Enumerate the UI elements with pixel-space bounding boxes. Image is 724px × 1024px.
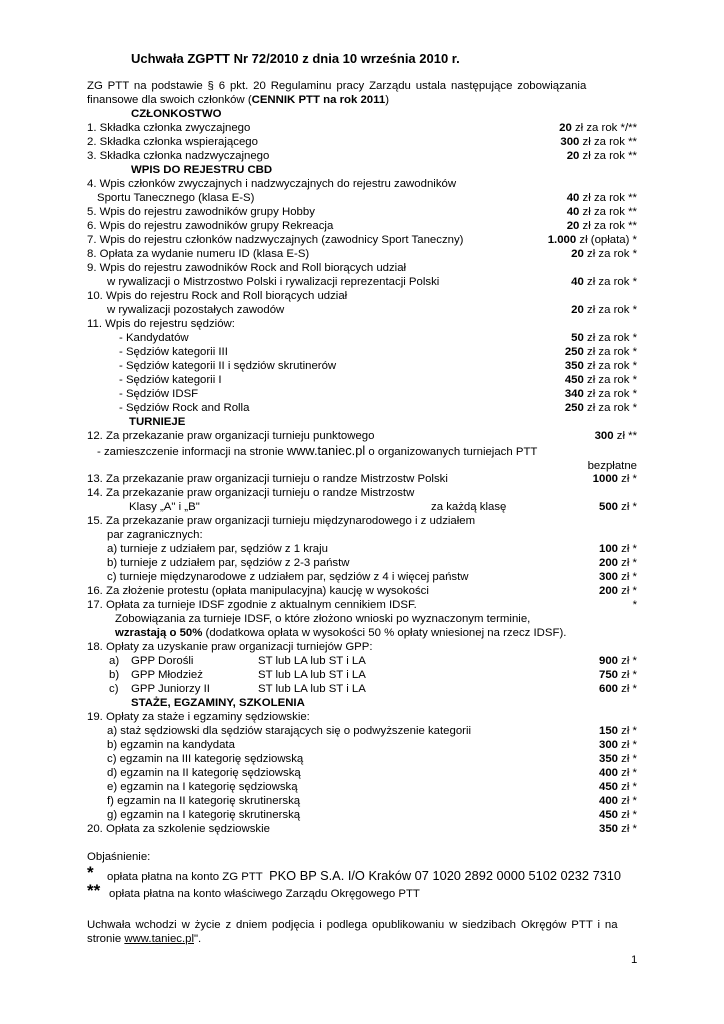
gpp-name: GPP Młodzież [131,669,203,681]
exam-row-price [599,753,637,767]
price-amount: 450 [564,374,584,386]
judge-row-price [565,346,637,360]
price-unit: zł * [618,683,637,695]
exam-row-label: e) egzamin na I kategorię sędziowską [107,781,298,793]
notes-heading: Objaśnienie: [87,851,151,863]
price-unit: zł za rok * [583,402,637,414]
item-15-label-cont: par zagranicznych: [107,529,203,541]
price-unit: zł za rok * [583,248,637,260]
price-unit: zł za rok ** [579,136,637,148]
price-unit: zł * [618,571,637,583]
item-17-label: 17. Opłata za turnieje IDSF zgodnie z aktualnym cennikiem IDSF. [87,599,417,611]
item-18-label: 18. Opłaty za uzyskanie praw organizacji turniejów GPP: [87,641,373,653]
intro-cennik: CENNIK PTT na rok 2011 [251,94,386,106]
website-text: www.taniec.pl [286,443,366,458]
item-6-label: 6. Wpis do rejestru zawodników grupy Rekreacja [87,220,334,232]
price-unit: zł * [618,795,637,807]
price-amount: 600 [598,683,618,695]
item-2-price [560,136,637,150]
intro-line-1: ZG PTT na podstawie § 6 pkt. 20 Regulaminu pracy Zarządu ustala następujące zobowiązania [87,80,587,92]
footer-end: ". [194,933,202,945]
item-8-price [571,248,637,262]
price-amount: 250 [564,402,584,414]
exam-row-price [599,809,637,823]
info-text: - zamieszczenie informacji na stronie [97,446,287,458]
price-amount: 340 [564,388,584,400]
item-1-label: 1. Składka członka zwyczajnego [87,122,251,134]
note-1-text [107,869,621,885]
increase-detail: (dodatkowa opłata w wysokości 50 % opłaty wniesionej na rzecz IDSF). [202,627,567,639]
increase-text: wzrastają o 50% [115,627,203,639]
item-20-label: 20. Opłata za szkolenie sędziowskie [87,823,270,835]
price-amount: 20 [566,220,580,232]
item-14-per-class: za każdą klasę [431,501,507,513]
judge-row-price [571,332,637,346]
price-unit: zł * [618,823,637,835]
intl-row-label: a) turnieje z udziałem par, sędziów z 1 kraju [107,543,328,555]
intl-row-price [599,557,637,571]
price-unit: zł za rok ** [579,220,637,232]
item-16-price [599,585,637,599]
price-unit: zł za rok * [583,374,637,386]
exam-row-label: c) egzamin na III kategorię sędziowską [107,753,304,765]
judge-row-price [565,374,637,388]
price-unit: zł * [618,767,637,779]
item-2-label: 2. Składka członka wspierającego [87,136,258,148]
bank-account: PKO BP S.A. I/O Kraków 07 1020 2892 0000 5102 0232 7310 [269,868,622,883]
item-3-label: 3. Składka członka nadzwyczajnego [87,150,270,162]
info-text-cont: o organizowanych turniejach PTT [365,446,538,458]
footer-text: stronie [87,933,125,945]
item-1-price [559,122,637,136]
item-6-price [567,220,637,234]
price-unit: zł * [618,557,637,569]
judge-row-label: - Sędziów kategorii III [119,346,228,358]
price-amount: 750 [598,669,618,681]
price-amount: 300 [594,430,614,442]
item-9-label-cont: w rywalizacji o Mistrzostwo Polski i rywalizacji reprezentacji Polski [107,276,440,288]
gpp-price [599,683,637,697]
section-heading-tournaments: TURNIEJE [129,416,186,428]
intl-row-label: c) turnieje międzynarodowe z udziałem par, sędziów z 4 i więcej państw [107,571,469,583]
note-1-text-a: opłata płatna na konto ZG PTT [107,871,263,883]
price-unit: zł (opłata) * [576,234,637,246]
price-unit: zł za rok */** [571,122,637,134]
price-unit: zł * [618,543,637,555]
judge-row-price [565,360,637,374]
note-star-single: * [87,863,94,882]
exam-row-label: f) egzamin na II kategorię skrutinerską [107,795,301,807]
section-heading-exams: STAŻE, EGZAMINY, SZKOLENIA [131,697,305,709]
item-5-label: 5. Wpis do rejestru zawodników grupy Hobby [87,206,315,218]
price-unit: zł za rok * [583,388,637,400]
exam-row-price [599,781,637,795]
intro-text: finansowe dla swoich członków ( [87,94,252,106]
exam-row-price [599,795,637,809]
judge-row-label: - Sędziów kategorii II i sędziów skrutinerów [119,360,337,372]
gpp-styles: ST lub LA lub ST i LA [258,669,366,681]
price-amount: 500 [598,501,618,513]
intro-paren: ) [385,94,389,106]
intl-row-price [599,543,637,557]
item-10-label: 10. Wpis do rejestru Rock and Roll biorących udział [87,290,348,302]
price-amount: 20 [566,150,580,162]
item-13-label: 13. Za przekazanie praw organizacji turnieju o randze Mistrzostw Polski [87,473,448,485]
price-unit: zł * [618,725,637,737]
price-amount: 40 [566,192,580,204]
item-16-label: 16. Za złożenie protestu (opłata manipulacyjna) kaucję w wysokości [87,585,429,597]
price-amount: 300 [560,136,580,148]
section-heading-membership: CZŁONKOSTWO [131,108,222,120]
item-17-note: Zobowiązania za turnieje IDSF, o które złożono wnioski po wyznaczonym terminie, [115,613,531,625]
item-4-label-cont: Sportu Tanecznego (klasa E-S) [97,192,255,204]
item-12-price [595,430,637,444]
price-unit: zł * [618,809,637,821]
price-amount: 900 [598,655,618,667]
section-heading-registry: WPIS DO REJESTRU CBD [131,164,273,176]
intro-line-2 [87,94,389,108]
price-unit: zł za rok * [583,276,637,288]
price-amount: 200 [598,585,618,597]
exam-row-price [599,725,637,739]
price-amount: 150 [598,725,618,737]
intl-row-price [599,571,637,585]
item-14-label: 14. Za przekazanie praw organizacji turnieju o randze Mistrzostw [87,487,415,499]
gpp-letter: c) [109,683,119,695]
price-unit: zł za rok ** [579,150,637,162]
price-unit: zł * [618,739,637,751]
price-amount: 450 [598,781,618,793]
item-4-label: 4. Wpis członków zwyczajnych i nadzwyczajnych do rejestru zawodników [87,178,457,190]
price-amount: 350 [598,823,618,835]
item-13-price [593,473,637,487]
price-unit: zł za rok ** [579,192,637,204]
item-20-price [599,823,637,837]
price-amount: 40 [571,276,584,288]
price-unit: zł * [618,753,637,765]
item-9-label: 9. Wpis do rejestru zawodników Rock and Roll biorących udział [87,262,407,274]
item-9-price [571,276,637,290]
price-amount: 400 [598,795,618,807]
price-unit: zł za rok * [583,346,637,358]
price-amount: 350 [564,360,584,372]
price-amount: 50 [571,332,584,344]
price-amount: 200 [598,557,618,569]
price-amount: 20 [559,122,572,134]
note-star-double: ** [87,881,101,900]
price-unit: zł ** [613,430,637,442]
item-3-price [567,150,637,164]
judge-row-label: - Sędziów Rock and Rolla [119,402,250,414]
price-amount: 1.000 [547,234,577,246]
gpp-styles: ST lub LA lub ST i LA [258,683,366,695]
price-unit: zł za rok * [583,360,637,372]
exam-row-label: d) egzamin na II kategorię sędziowską [107,767,301,779]
gpp-letter: b) [109,669,120,681]
item-19-label: 19. Opłaty za staże i egzaminy sędziowskie: [87,711,310,723]
item-5-price [567,206,637,220]
item-8-label: 8. Opłata za wydanie numeru ID (klasa E-S) [87,248,310,260]
item-12-label: 12. Za przekazanie praw organizacji turnieju punktowego [87,430,375,442]
price-amount: 1000 [592,473,618,485]
item-14-classes: Klasy „A" i „B" [129,501,200,513]
gpp-styles: ST lub LA lub ST i LA [258,655,366,667]
price-unit: zł za rok * [583,332,637,344]
price-amount: 450 [598,809,618,821]
page-number: 1 [631,954,638,966]
exam-row-label: g) egzamin na I kategorię skrutinerską [107,809,301,821]
price-amount: 100 [598,543,618,555]
footer-line-2 [87,933,201,947]
website-link[interactable]: www.taniec.pl [124,933,194,945]
item-11-label: 11. Wpis do rejestru sędziów: [87,318,235,330]
item-10-price [571,304,637,318]
judge-row-price [565,388,637,402]
gpp-letter: a) [109,655,120,667]
exam-row-price [599,767,637,781]
item-10-label-cont: w rywalizacji pozostałych zawodów [107,304,285,316]
price-amount: 300 [598,739,618,751]
price-amount: 40 [566,206,580,218]
price-unit: zł za rok ** [579,206,637,218]
item-12-info [97,444,537,460]
page-title: Uchwała ZGPTT Nr 72/2010 z dnia 10 września 2010 r. [131,51,460,66]
judge-row-price [565,402,637,416]
item-17-note-cont [115,627,566,641]
price-amount: 300 [598,571,618,583]
item-4-price [567,192,637,206]
price-unit: zł za rok * [583,304,637,316]
price-amount: 400 [598,767,618,779]
item-14-price [599,501,637,515]
item-17-mark: * [632,599,637,611]
item-7-label: 7. Wpis do rejestru członków nadzwyczajnych (zawodnicy Sport Taneczny) [87,234,464,246]
gpp-name: GPP Dorośli [131,655,194,667]
price-unit: zł * [618,669,637,681]
judge-row-label: - Kandydatów [119,332,189,344]
exam-row-label: b) egzamin na kandydata [107,739,235,751]
note-2-text: opłata płatna na konto właściwego Zarządu Okręgowego PTT [109,888,420,900]
footer-line-1: Uchwała wchodzi w życie z dniem podjęcia i podlega opublikowaniu w siedzibach Okręgów PTT i na [87,919,618,931]
price-unit: zł * [618,781,637,793]
judge-row-label: - Sędziów IDSF [119,388,199,400]
price-amount: 350 [598,753,618,765]
exam-row-label: a) staż sędziowski dla sędziów starających się o podwyższenie kategorii [107,725,472,737]
price-unit: zł * [618,473,637,485]
price-amount: 250 [564,346,584,358]
price-amount: 20 [571,304,584,316]
item-15-label: 15. Za przekazanie praw organizacji turnieju międzynarodowego i z udziałem [87,515,476,527]
gpp-price [599,669,637,683]
price-unit: zł * [618,585,637,597]
price-unit: zł * [618,655,637,667]
item-7-price [548,234,637,248]
free-label: bezpłatne [587,460,637,472]
gpp-name: GPP Juniorzy II [131,683,210,695]
gpp-price [599,655,637,669]
intl-row-label: b) turnieje z udziałem par, sędziów z 2-3 państw [107,557,350,569]
judge-row-label: - Sędziów kategorii I [119,374,222,386]
exam-row-price [599,739,637,753]
price-unit: zł * [618,501,637,513]
price-amount: 20 [571,248,584,260]
